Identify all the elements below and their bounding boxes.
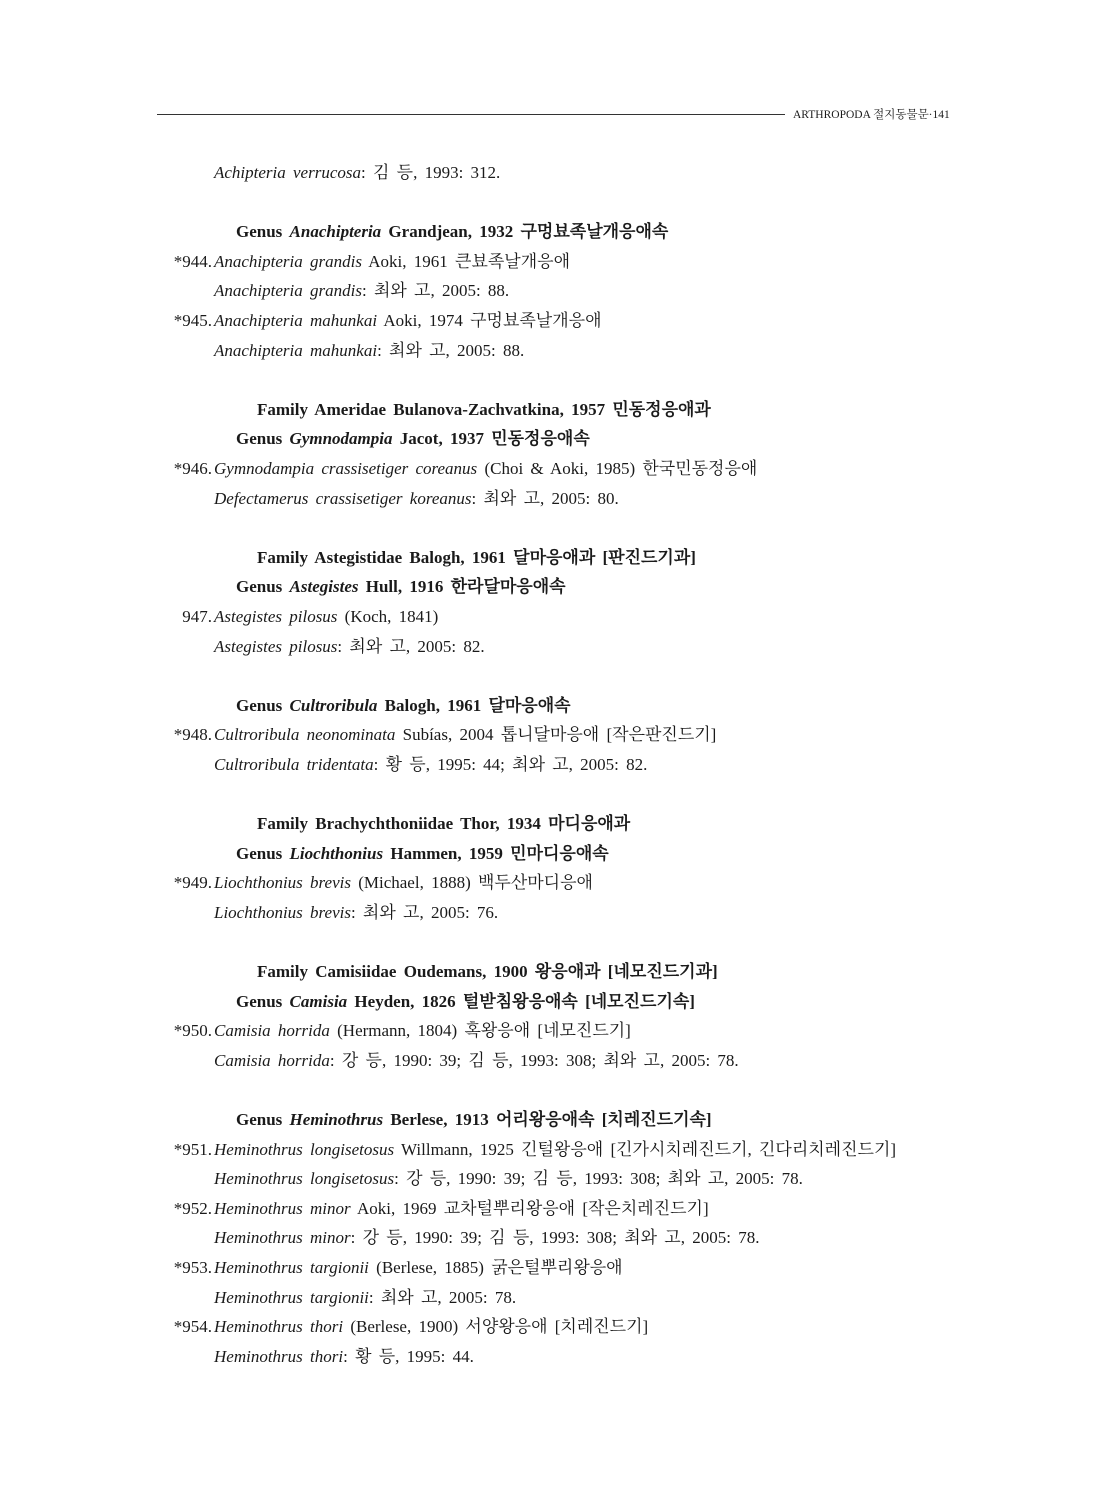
spacer — [0, 661, 1100, 691]
entry-text — [257, 543, 696, 573]
text-segment: : 황 등, 1995: 44. — [343, 1346, 474, 1366]
header-rule — [157, 114, 785, 115]
species-entry — [0, 1016, 1100, 1046]
synonym-citation — [0, 336, 1100, 366]
text-segment: : 최와 고, 2005: 80. — [471, 488, 619, 508]
taxon-name: Liochthonius — [289, 843, 384, 863]
entry-text — [236, 691, 571, 721]
text-segment: Genus — [236, 577, 290, 597]
text-segment: Balogh, 1961 달마응애속 — [377, 695, 571, 715]
genus-heading — [0, 691, 1100, 721]
running-head: ARTHROPODA 절지동물문·141 — [793, 109, 950, 121]
spacer — [0, 188, 1100, 218]
spacer — [0, 927, 1100, 957]
text-segment: Aoki, 1969 교차털뿌리왕응애 [작은치레진드기] — [350, 1198, 709, 1218]
entry-text — [236, 572, 566, 602]
genus-heading — [0, 572, 1100, 602]
entry-text — [214, 868, 593, 898]
taxon-name: Camisia horrida — [214, 1021, 330, 1041]
species-number: *954. — [173, 1317, 212, 1337]
species-entry — [0, 868, 1100, 898]
text-segment: : 최와 고, 2005: 76. — [350, 902, 499, 922]
checklist-body — [0, 158, 1100, 1371]
species-number: *948. — [173, 725, 212, 745]
spacer — [0, 513, 1100, 543]
text-segment: Aoki, 1961 큰뵤족날개응애 — [361, 251, 570, 271]
entry-text — [214, 720, 716, 750]
taxon-name: Cultroribula — [289, 695, 378, 715]
synonym-citation — [0, 632, 1100, 662]
species-number: 947. — [182, 606, 212, 626]
text-segment: (Berlese, 1900) 서양왕응애 [치레진드기] — [343, 1317, 649, 1337]
species-entry — [0, 1135, 1100, 1165]
taxon-name: Gymnodampia crassisetiger coreanus — [214, 458, 478, 478]
species-number: *949. — [173, 873, 212, 893]
text-segment: (Michael, 1888) 백두산마디응애 — [350, 873, 593, 893]
text-segment: Jacot, 1937 민동정응애속 — [392, 429, 590, 449]
taxon-name: Heminothrus minor — [214, 1228, 351, 1248]
synonym-citation — [0, 276, 1100, 306]
taxon-name: Camisia horrida — [214, 1050, 330, 1070]
species-entry — [0, 1253, 1100, 1283]
genus-heading — [0, 1105, 1100, 1135]
synonym-citation — [0, 158, 1100, 188]
entry-text — [214, 1135, 896, 1165]
text-segment: Berlese, 1913 어리왕응애속 [치레진드기속] — [383, 1110, 712, 1129]
text-segment: : 최와 고, 2005: 82. — [337, 636, 485, 656]
text-segment: Genus — [236, 991, 290, 1011]
taxon-name: Defectamerus crassisetiger koreanus — [214, 488, 472, 508]
taxon-name: Heminothrus targionii — [214, 1257, 369, 1277]
text-segment: : 강 등, 1990: 39; 김 등, 1993: 308; 최와 고, 2005: 78. — [394, 1169, 803, 1189]
entry-text — [214, 484, 619, 514]
taxon-name: Anachipteria — [289, 222, 382, 242]
text-segment: : 황 등, 1995: 44; 최와 고, 2005: 82. — [373, 754, 648, 774]
text-segment: Genus — [236, 695, 290, 715]
taxon-name: Cultroribula neonominata — [214, 725, 396, 745]
taxon-name: Heminothrus thori — [214, 1346, 344, 1366]
taxon-name: Astegistes pilosus — [214, 636, 338, 656]
text-segment: (Choi & Aoki, 1985) 한국민동정응애 — [477, 458, 758, 478]
genus-heading — [0, 987, 1100, 1017]
species-number: *944. — [173, 251, 212, 271]
genus-heading — [0, 217, 1100, 247]
taxon-name: Heminothrus targionii — [214, 1287, 369, 1307]
family-heading — [0, 809, 1100, 839]
entry-text — [257, 957, 718, 987]
entry-text — [214, 1283, 516, 1313]
text-segment: Genus — [236, 222, 290, 242]
taxon-name: Anachipteria mahunkai — [214, 340, 378, 360]
species-entry — [0, 247, 1100, 277]
text-segment: Aoki, 1974 구멍뵤족날개응애 — [377, 310, 602, 330]
text-segment: (Koch, 1841) — [337, 606, 439, 626]
entry-text — [214, 1016, 631, 1046]
taxon-name: Camisia — [289, 991, 348, 1011]
taxon-name: Anachipteria grandis — [214, 281, 362, 301]
text-segment: Family Brachychthoniidae Thor, 1934 마디응애과 — [257, 814, 631, 834]
synonym-citation — [0, 484, 1100, 514]
text-segment: Hull, 1916 한라달마응애속 — [358, 577, 566, 597]
text-segment: : 최와 고, 2005: 88. — [361, 281, 510, 301]
family-heading — [0, 395, 1100, 425]
entry-text — [236, 839, 609, 869]
genus-heading — [0, 839, 1100, 869]
text-segment: Willmann, 1925 긴털왕응애 [긴가시치레진드기, 긴다리치레진드기] — [394, 1139, 897, 1159]
taxon-name: Heminothrus longisetosus — [214, 1169, 395, 1189]
taxon-name: Cultroribula tridentata — [214, 754, 374, 774]
species-number: *951. — [173, 1139, 212, 1159]
genus-heading — [0, 424, 1100, 454]
species-entry — [0, 1194, 1100, 1224]
entry-text — [214, 898, 498, 928]
species-number: *950. — [173, 1021, 212, 1041]
entry-text — [214, 1342, 474, 1372]
entry-text — [214, 1046, 739, 1076]
text-segment: Hammen, 1959 민마디응애속 — [383, 843, 609, 863]
entry-text — [214, 632, 485, 662]
entry-text — [257, 809, 630, 839]
text-segment: : 강 등, 1990: 39; 김 등, 1993: 308; 최와 고, 2005: 78. — [329, 1050, 739, 1070]
text-segment: (Berlese, 1885) 굵은털뿌리왕응애 — [368, 1257, 623, 1277]
family-heading — [0, 543, 1100, 573]
species-number: *946. — [173, 458, 212, 478]
species-entry — [0, 1312, 1100, 1342]
synonym-citation — [0, 898, 1100, 928]
taxon-name: Heminothrus — [289, 1110, 384, 1129]
entry-text — [214, 306, 602, 336]
taxon-name: Achipteria verrucosa — [214, 163, 361, 182]
taxon-name: Liochthonius brevis — [214, 873, 351, 893]
taxon-name: Anachipteria grandis — [214, 251, 362, 271]
taxon-name: Astegistes pilosus — [214, 606, 338, 626]
spacer — [0, 365, 1100, 395]
entry-text — [214, 158, 500, 188]
entry-text — [214, 247, 570, 277]
entry-text — [214, 1312, 648, 1342]
text-segment: : 최와 고, 2005: 88. — [377, 340, 525, 360]
text-segment: Grandjean, 1932 구멍뵤족날개응애속 — [381, 222, 669, 242]
synonym-citation — [0, 1223, 1100, 1253]
taxon-name: Liochthonius brevis — [214, 902, 351, 922]
text-segment: (Hermann, 1804) 혹왕응애 [네모진드기] — [329, 1021, 631, 1041]
text-segment: : 김 등, 1993: 312. — [361, 163, 501, 182]
taxon-name: Heminothrus thori — [214, 1317, 344, 1337]
entry-text — [236, 987, 695, 1017]
text-segment: Genus — [236, 429, 290, 449]
synonym-citation — [0, 750, 1100, 780]
entry-text — [236, 424, 590, 454]
entry-text — [236, 217, 668, 247]
synonym-citation — [0, 1283, 1100, 1313]
species-entry — [0, 720, 1100, 750]
species-number: *953. — [173, 1257, 212, 1277]
text-segment: Genus — [236, 1110, 290, 1129]
text-segment: Family Astegistidae Balogh, 1961 달마응애과 [판진드기과] — [257, 547, 696, 567]
taxon-name: Heminothrus minor — [214, 1198, 351, 1218]
entry-text — [214, 1194, 709, 1224]
species-entry — [0, 602, 1100, 632]
entry-text — [214, 1223, 759, 1253]
synonym-citation — [0, 1164, 1100, 1194]
entry-text — [214, 454, 757, 484]
species-entry — [0, 306, 1100, 336]
text-segment: Subías, 2004 톱니달마응애 [작은판진드기] — [395, 725, 717, 745]
species-number: *945. — [173, 310, 212, 330]
species-entry — [0, 454, 1100, 484]
text-segment: Family Camisiidae Oudemans, 1900 왕응애과 [네모진드기과] — [257, 962, 718, 982]
taxon-name: Astegistes — [289, 577, 359, 597]
entry-text — [236, 1105, 712, 1135]
species-number: *952. — [173, 1198, 212, 1218]
family-heading — [0, 957, 1100, 987]
entry-text — [214, 1253, 623, 1283]
taxon-name: Heminothrus longisetosus — [214, 1139, 395, 1159]
entry-text — [214, 276, 509, 306]
taxon-name: Anachipteria mahunkai — [214, 310, 378, 330]
entry-text — [214, 336, 524, 366]
spacer — [0, 779, 1100, 809]
taxon-name: Gymnodampia — [289, 429, 393, 449]
entry-text — [257, 395, 711, 425]
spacer — [0, 1075, 1100, 1105]
synonym-citation — [0, 1342, 1100, 1372]
text-segment: Family Ameridae Bulanova-Zachvatkina, 1957 민동정응애과 — [257, 399, 711, 419]
entry-text — [214, 602, 438, 632]
synonym-citation — [0, 1046, 1100, 1076]
entry-text — [214, 1164, 803, 1194]
entry-text — [214, 750, 647, 780]
text-segment: : 강 등, 1990: 39; 김 등, 1993: 308; 최와 고, 2005: 78. — [350, 1228, 760, 1248]
text-segment: Heyden, 1826 털받침왕응애속 [네모진드기속] — [347, 991, 695, 1011]
text-segment: Genus — [236, 843, 290, 863]
text-segment: : 최와 고, 2005: 78. — [368, 1287, 517, 1307]
